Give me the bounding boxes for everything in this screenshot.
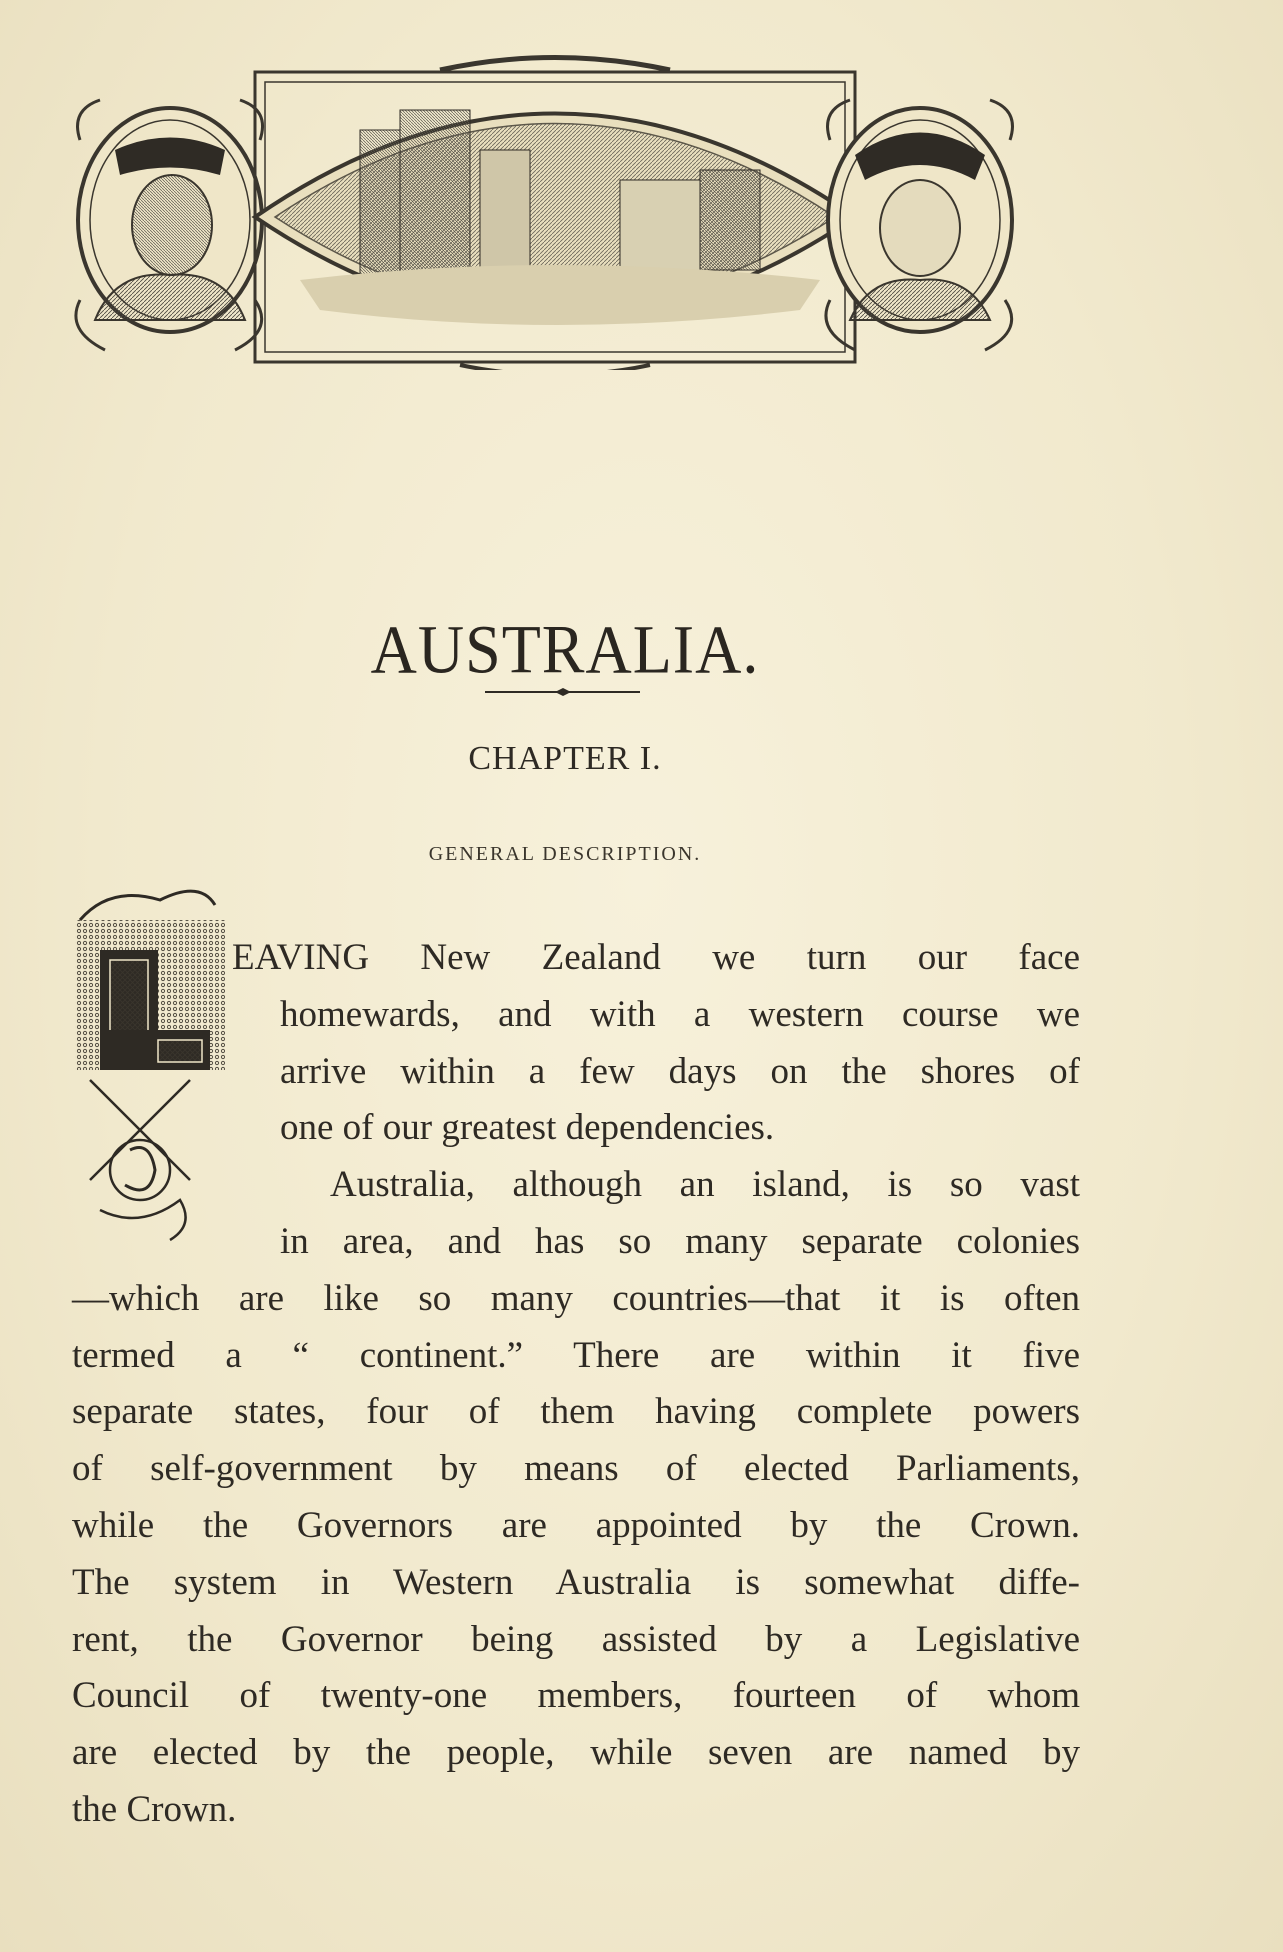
body-line: in area, and has so many separate colonies bbox=[280, 1220, 1080, 1262]
body-line: of self-government by means of elected Parliaments, bbox=[72, 1448, 1080, 1490]
chapter-heading: CHAPTER I. bbox=[468, 740, 662, 777]
chapter-subtitle: GENERAL DESCRIPTION. bbox=[428, 843, 702, 865]
body-line: The system in Western Australia is somewhat diffe- bbox=[72, 1561, 1080, 1603]
body-line: homewards, and with a western course we bbox=[280, 993, 1080, 1035]
body-line: EAVING New Zealand we turn our face bbox=[232, 937, 1080, 978]
body-line: Australia, although an island, is so vast bbox=[330, 1164, 1080, 1206]
page-title: AUSTRALIA. bbox=[370, 610, 760, 688]
body-line: rent, the Governor being assisted by a Legislative bbox=[72, 1618, 1080, 1660]
center-scene bbox=[255, 58, 855, 371]
body-line: —which are like so many countries—that it is often bbox=[72, 1277, 1080, 1319]
body-line: one of our greatest dependencies. bbox=[280, 1107, 775, 1149]
body-line: arrive within a few days on the shores of bbox=[280, 1050, 1080, 1092]
body-line: separate states, four of them having complete powers bbox=[72, 1391, 1080, 1433]
body-line: Council of twenty-one members, fourteen of whom bbox=[72, 1675, 1080, 1717]
body-line: are elected by the people, while seven are named by bbox=[72, 1732, 1080, 1774]
body-line: termed a “ continent.” There are within it five bbox=[72, 1334, 1080, 1376]
body-paragraphs bbox=[72, 930, 1080, 1839]
body-line: the Crown. bbox=[72, 1788, 237, 1830]
title-divider bbox=[485, 688, 640, 696]
left-portrait bbox=[76, 100, 263, 350]
body-line: while the Governors are appointed by the Crown. bbox=[72, 1504, 1080, 1546]
header-engraving bbox=[60, 50, 1060, 370]
